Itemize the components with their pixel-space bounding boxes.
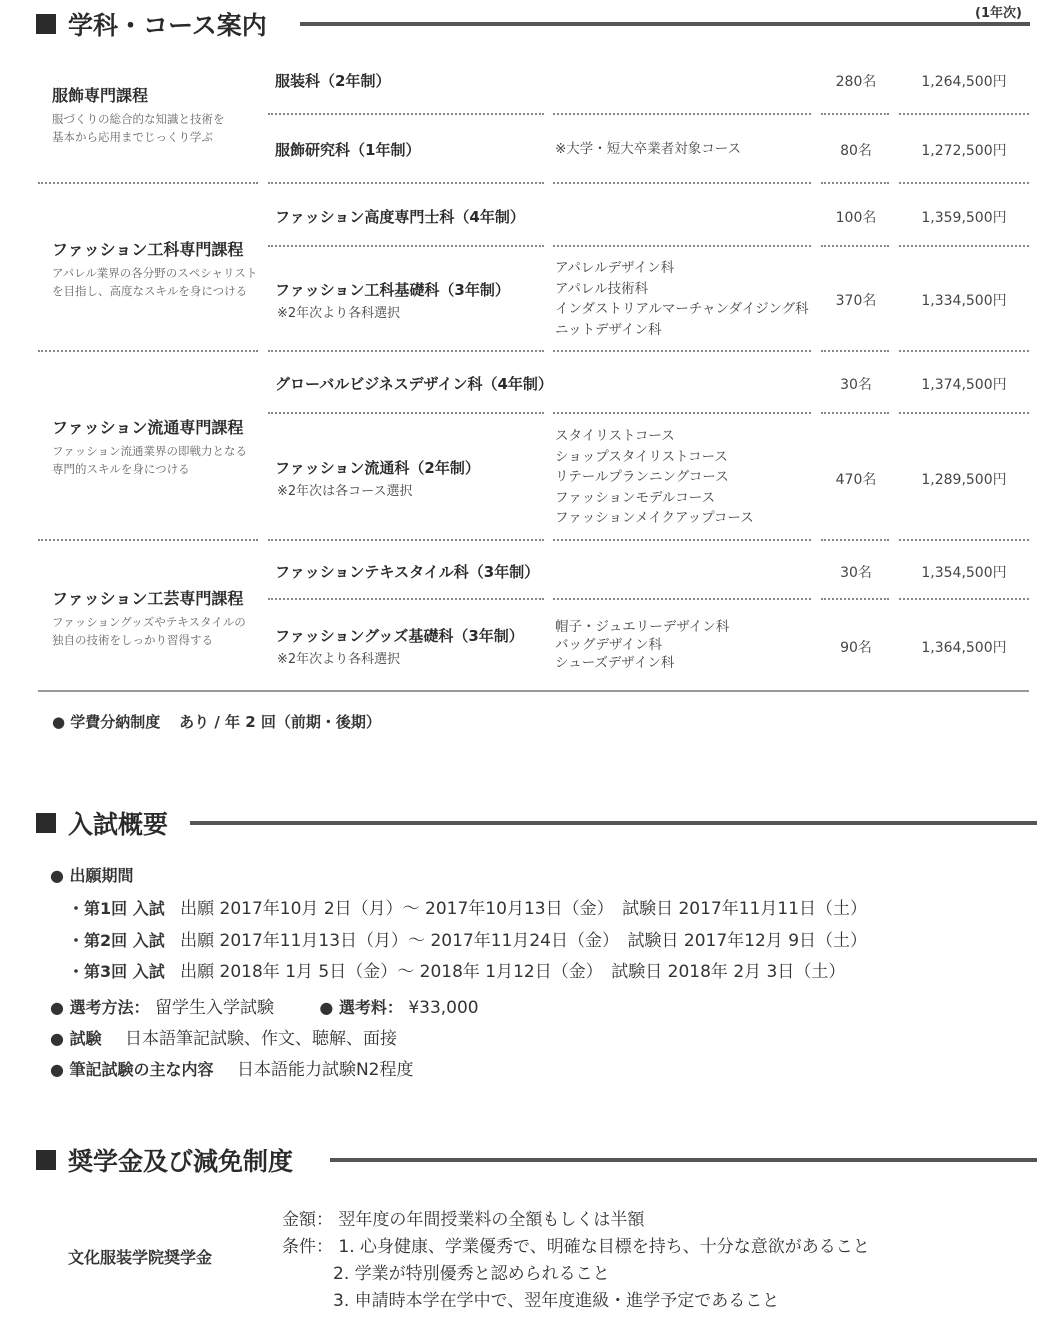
program-divider — [38, 182, 258, 184]
scholarship-condition: 3. 申請時本学在学中で、翌年度進級・進学予定であること — [333, 1291, 780, 1311]
row-divider — [268, 412, 544, 414]
installment-line — [52, 711, 381, 732]
section-rule — [330, 1158, 1037, 1162]
tuition-fee: 1,354,500円 — [921, 565, 1007, 581]
tuition-fee: 1,374,500円 — [921, 377, 1007, 393]
round-text: 出願 2017年11月13日（月）～ 2017年11月24日（金） 試験日 2017年12月 9日（土） — [180, 931, 868, 951]
program-divider — [38, 350, 258, 352]
program-desc: ファッショングッズやテキスタイルの 独自の技術をしっかり習得する — [52, 615, 246, 647]
row-divider — [268, 245, 544, 247]
row-divider — [553, 113, 811, 115]
year-note: (1年次) — [975, 6, 1022, 21]
exam-title-text: 入試概要 — [68, 810, 169, 839]
courses-section-title — [36, 6, 267, 42]
tuition-fee: 1,334,500円 — [921, 293, 1007, 309]
round-text: 出願 2018年 1月 5日（金）～ 2018年 1月12日（金） 試験日 2018年 2月 3日（土） — [180, 962, 846, 982]
row-divider — [268, 539, 544, 541]
row-divider — [821, 539, 889, 541]
row-divider — [268, 598, 544, 600]
method-value: 留学生入学試験 — [154, 998, 274, 1018]
program-desc: ファッション流通業界の即戦力となる 専門的スキルを身につける — [52, 444, 248, 476]
amount-value: 翌年度の年間授業料の全額もしくは半額 — [338, 1210, 645, 1230]
tuition-fee: 1,289,500円 — [921, 472, 1007, 488]
department-name: 服装科（2年制） — [275, 72, 391, 90]
row-divider — [553, 412, 811, 414]
round-label: ・第2回 入試 — [68, 931, 165, 950]
test-value: 日本語筆記試験、作文、聴解、面接 — [124, 1029, 397, 1049]
row-divider — [899, 182, 1029, 184]
condition-text: 1. 心身健康、学業優秀で、明確な目標を持ち、十分な意欲があること — [338, 1237, 870, 1257]
written-label: ● 筆記試験の主な内容 — [50, 1060, 214, 1079]
section-rule — [300, 22, 1030, 26]
row-divider — [553, 539, 811, 541]
square-bullet-icon — [36, 813, 56, 833]
row-divider — [553, 350, 811, 352]
row-divider — [899, 539, 1029, 541]
program-divider — [38, 539, 258, 541]
capacity: 470名 — [835, 472, 877, 488]
written-value: 日本語能力試験N2程度 — [236, 1060, 414, 1080]
row-divider — [821, 113, 889, 115]
track-list: 帽子・ジュエリーデザイン科 バッグデザイン科 シューズデザイン科 — [555, 619, 730, 671]
scholarship-condition — [282, 1232, 870, 1257]
installment-label: ● 学費分納制度 — [52, 713, 161, 731]
written-test-line — [50, 1055, 414, 1080]
scholarship-name: 文化服装学院奨学金 — [68, 1248, 213, 1267]
department-name: ファッションテキスタイル科（3年制） — [275, 563, 540, 581]
test-line — [50, 1024, 397, 1049]
department-note: ※2年次より各科選択 — [277, 652, 401, 667]
tuition-fee: 1,264,500円 — [921, 74, 1007, 90]
tuition-fee: 1,364,500円 — [921, 640, 1007, 656]
program-name: ファッション流通専門課程 — [52, 418, 244, 437]
row-divider — [268, 182, 544, 184]
square-bullet-icon — [36, 1150, 56, 1170]
department-note: ※2年次より各科選択 — [277, 306, 401, 321]
round-label: ・第3回 入試 — [68, 962, 165, 981]
exam-fee-value: ¥33,000 — [408, 998, 479, 1018]
condition-label: 条件： — [282, 1237, 333, 1257]
row-divider — [821, 350, 889, 352]
table-bottom-rule — [38, 690, 1029, 692]
program-name: ファッション工芸専門課程 — [52, 589, 244, 608]
round-text: 出願 2017年10月 2日（月）～ 2017年10月13日（金） 試験日 2017年11月11日（土） — [180, 899, 868, 919]
department-name: ファッション高度専門士科（4年制） — [275, 208, 525, 226]
department-name: ファッション流通科（2年制） — [275, 459, 480, 477]
test-label: ● 試験 — [50, 1029, 102, 1048]
row-divider — [553, 598, 811, 600]
row-divider — [553, 245, 811, 247]
track-list: スタイリストコース ショップスタイリストコース リテールプランニングコース ファッションモデルコース ファッションメイクアップコース — [555, 428, 754, 526]
scholarship-condition: 2. 学業が特別優秀と認められること — [333, 1264, 610, 1284]
program-desc: アパレル業界の各分野のスペシャリスト を目指し、高度なスキルを身につける — [52, 266, 258, 298]
capacity: 100名 — [835, 210, 877, 226]
department-name: ファッション工科基礎科（3年制） — [275, 281, 510, 299]
round-label: ・第1回 入試 — [68, 899, 165, 918]
row-divider — [899, 598, 1029, 600]
row-divider — [553, 182, 811, 184]
row-divider — [821, 412, 889, 414]
department-name: 服飾研究科（1年制） — [275, 141, 421, 159]
capacity: 80名 — [840, 143, 872, 159]
program-name: ファッション工科専門課程 — [52, 240, 244, 259]
capacity: 370名 — [835, 293, 877, 309]
exam-round — [68, 926, 867, 951]
capacity: 280名 — [835, 74, 877, 90]
row-divider — [821, 182, 889, 184]
installment-value: あり / 年 2 回（前期・後期） — [179, 713, 381, 731]
capacity: 30名 — [840, 377, 872, 393]
row-divider — [899, 350, 1029, 352]
square-bullet-icon — [36, 14, 56, 34]
row-divider — [899, 113, 1029, 115]
amount-label: 金額： — [282, 1210, 333, 1230]
method-label: ● 選考方法： — [50, 998, 150, 1017]
row-divider — [899, 245, 1029, 247]
selection-line — [50, 993, 479, 1018]
application-period-label: ● 出願期間 — [50, 866, 134, 885]
row-divider — [821, 598, 889, 600]
row-divider — [268, 113, 544, 115]
exam-fee-label: ● 選考料： — [319, 998, 403, 1017]
track-list: ※大学・短大卒業者対象コース — [555, 141, 742, 157]
department-name: ファッショングッズ基礎科（3年制） — [275, 627, 524, 645]
department-note: ※2年次は各コース選択 — [277, 484, 413, 499]
track-list: アパレルデザイン科 アパレル技術科 インダストリアルマーチャンダイジング科 ニットデザイン科 — [555, 260, 809, 338]
row-divider — [899, 412, 1029, 414]
scholarship-section-title — [36, 1142, 293, 1178]
capacity: 30名 — [840, 565, 872, 581]
program-desc: 服づくりの総合的な知識と技術を 基本から応用までじっくり学ぶ — [52, 112, 225, 144]
section-rule — [190, 821, 1037, 825]
tuition-fee: 1,272,500円 — [921, 143, 1007, 159]
exam-round — [68, 957, 845, 982]
row-divider — [268, 350, 544, 352]
tuition-fee: 1,359,500円 — [921, 210, 1007, 226]
exam-round — [68, 894, 867, 919]
exam-section-title — [36, 805, 168, 841]
courses-title-text: 学科・コース案内 — [68, 11, 267, 40]
row-divider — [821, 245, 889, 247]
capacity: 90名 — [840, 640, 872, 656]
scholarship-title-text: 奨学金及び減免制度 — [68, 1147, 294, 1176]
scholarship-amount — [282, 1205, 644, 1230]
program-name: 服飾専門課程 — [52, 86, 149, 105]
department-name: グローバルビジネスデザイン科（4年制） — [275, 375, 553, 393]
